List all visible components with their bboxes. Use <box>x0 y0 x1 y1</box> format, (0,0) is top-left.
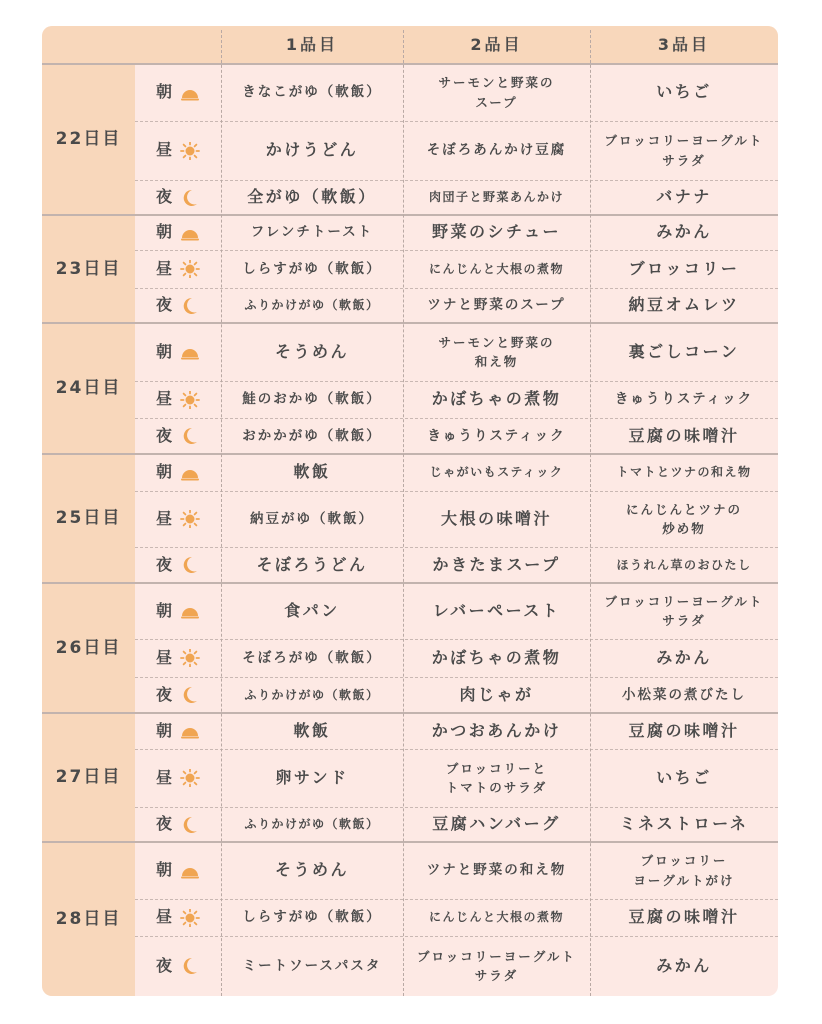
dish-cell: そうめん <box>274 860 349 880</box>
meal-label: 夜 <box>155 814 172 834</box>
dish-cell: かきたまスープ <box>432 554 561 574</box>
meal-label: 夜 <box>155 684 172 704</box>
sunrise-icon <box>180 862 200 880</box>
meal-label: 昼 <box>155 907 172 927</box>
dish-cell: トマトとツナの和え物 <box>616 465 752 480</box>
dish-cell: おかかがゆ（軟飯） <box>242 427 382 444</box>
dish-cell: 野菜のシチュー <box>431 222 562 242</box>
meal-label: 昼 <box>155 647 172 667</box>
sunrise-icon <box>180 343 200 361</box>
day-divider <box>42 712 778 714</box>
meal-time <box>135 381 221 418</box>
sunrise-icon <box>180 602 200 620</box>
dish-cell: そうめん <box>274 341 349 361</box>
dish-cell: 卵サンド <box>275 767 349 787</box>
meal-time <box>135 677 221 713</box>
dish-cell: かぼちゃの煮物 <box>431 647 562 667</box>
crescent-moon-icon <box>180 686 200 704</box>
dish-cell: にんじんとツナの 炒め物 <box>625 501 742 536</box>
dish-cell: サーモンと野菜の 和え物 <box>438 334 555 369</box>
day-divider <box>42 453 778 455</box>
meal-time <box>135 713 221 749</box>
meal-time <box>135 288 221 323</box>
dish-cell: そぼろがゆ（軟飯） <box>242 649 382 666</box>
crescent-moon-icon <box>180 957 200 975</box>
dish-cell: みかん <box>656 222 712 242</box>
day-label: 28日目 <box>42 842 135 996</box>
dish-cell: サーモンと野菜の スープ <box>438 75 555 110</box>
dish-cell: 肉じゃが <box>459 684 534 704</box>
sunrise-icon <box>180 224 200 242</box>
dish-cell: きなこがゆ（軟飯） <box>242 84 382 101</box>
column-header-3: 3品目 <box>590 26 778 64</box>
meal-time <box>135 547 221 583</box>
meal-label: 昼 <box>155 508 172 528</box>
dish-cell: ブロッコリーヨーグルト サラダ <box>604 133 764 168</box>
meal-time <box>135 215 221 250</box>
dish-cell: みかん <box>656 955 712 975</box>
dish-cell: 大根の味噌汁 <box>440 508 552 528</box>
dish-cell: かぼちゃの煮物 <box>431 389 562 409</box>
dish-cell: 裏ごしコーン <box>628 341 740 361</box>
sun-icon <box>180 142 200 160</box>
dish-cell: いちご <box>656 82 712 102</box>
meal-time <box>135 842 221 899</box>
meal-label: 昼 <box>155 389 172 409</box>
column-header-2: 2品目 <box>403 26 590 64</box>
crescent-moon-icon <box>180 556 200 574</box>
dish-cell: ふりかけがゆ（軟飯） <box>244 817 380 832</box>
dish-cell: 納豆がゆ（軟飯） <box>250 510 374 527</box>
dish-cell: いちご <box>656 767 712 787</box>
dish-cell: ふりかけがゆ（軟飯） <box>244 687 380 702</box>
dish-cell: ブロッコリーヨーグルト サラダ <box>604 593 764 628</box>
dish-cell: 豆腐の味噌汁 <box>628 907 740 927</box>
dish-cell: しらすがゆ（軟飯） <box>242 260 382 277</box>
dish-cell: ミネストローネ <box>619 814 749 834</box>
dish-cell: みかん <box>656 647 712 667</box>
dish-cell: しらすがゆ（軟飯） <box>242 909 382 926</box>
meal-label: 夜 <box>155 554 172 574</box>
sun-icon <box>180 391 200 409</box>
sun-icon <box>180 649 200 667</box>
dish-cell: ツナと野菜の和え物 <box>426 862 567 879</box>
dish-cell: かつおあんかけ <box>431 720 562 740</box>
dish-cell: 豆腐ハンバーグ <box>432 814 561 834</box>
meal-time <box>135 64 221 121</box>
meal-label: 夜 <box>155 955 172 975</box>
meal-label: 昼 <box>155 140 172 160</box>
dish-cell: にんじんと大根の煮物 <box>428 910 564 925</box>
dish-cell: そぼろあんかけ豆腐 <box>426 142 567 159</box>
day-divider <box>42 322 778 324</box>
meal-label: 朝 <box>155 462 172 482</box>
day-label: 22日目 <box>42 64 135 215</box>
dish-cell: レバーペースト <box>432 600 561 620</box>
dish-cell: ミートソースパスタ <box>242 957 382 974</box>
meal-time <box>135 454 221 491</box>
dish-cell: ブロッコリーと トマトのサラダ <box>445 760 548 795</box>
meal-label: 昼 <box>155 767 172 787</box>
meal-label: 朝 <box>155 600 172 620</box>
sun-icon <box>180 769 200 787</box>
sun-icon <box>180 909 200 927</box>
meal-time <box>135 418 221 454</box>
meal-label: 夜 <box>155 425 172 445</box>
meal-label: 朝 <box>155 341 172 361</box>
meal-plan-table <box>42 26 778 996</box>
header-blank <box>42 26 221 64</box>
dish-cell: ほうれん草のおひたし <box>616 557 752 572</box>
dish-cell: 軟飯 <box>293 462 331 482</box>
day-label: 25日目 <box>42 454 135 583</box>
day-label: 27日目 <box>42 713 135 842</box>
dish-cell: 食パン <box>284 600 340 620</box>
day-label: 26日目 <box>42 583 135 713</box>
meal-time <box>135 639 221 677</box>
dish-cell: ブロッコリーヨーグルト サラダ <box>417 948 576 983</box>
dish-cell: フレンチトースト <box>250 224 374 241</box>
dish-cell: そぼろうどん <box>256 554 368 574</box>
meal-time <box>135 749 221 807</box>
day-divider <box>42 841 778 843</box>
dish-cell: かけうどん <box>265 140 359 160</box>
meal-label: 朝 <box>155 720 172 740</box>
dish-cell: ブロッコリー ヨーグルトがけ <box>633 853 735 888</box>
dish-cell: じゃがいもスティック <box>429 465 564 480</box>
crescent-moon-icon <box>180 189 200 207</box>
meal-time <box>135 899 221 936</box>
column-header-1: 1品目 <box>221 26 403 64</box>
day-divider <box>42 214 778 216</box>
day-label: 23日目 <box>42 215 135 323</box>
dish-cell: 鮭のおかゆ（軟飯） <box>242 391 382 408</box>
dish-cell: ブロッコリー <box>628 258 740 278</box>
meal-label: 朝 <box>155 82 172 102</box>
meal-time <box>135 180 221 215</box>
meal-time <box>135 121 221 180</box>
meal-label: 朝 <box>155 860 172 880</box>
column-divider <box>221 30 222 996</box>
dish-cell: ふりかけがゆ（軟飯） <box>244 298 380 313</box>
sunrise-icon <box>180 464 200 482</box>
meal-time <box>135 250 221 288</box>
crescent-moon-icon <box>180 816 200 834</box>
meal-label: 朝 <box>155 222 172 242</box>
meal-label: 夜 <box>155 187 172 207</box>
dish-cell: きゅうりスティック <box>614 391 754 408</box>
dish-cell: 軟飯 <box>293 720 331 740</box>
column-divider <box>403 30 404 996</box>
sunrise-icon <box>180 722 200 740</box>
meal-time <box>135 936 221 996</box>
meal-time <box>135 807 221 842</box>
dish-cell: 豆腐の味噌汁 <box>628 425 740 445</box>
dish-cell: 納豆オムレツ <box>628 295 740 315</box>
meal-time <box>135 323 221 381</box>
day-divider <box>42 63 778 65</box>
meal-time <box>135 491 221 547</box>
dish-cell: 全がゆ（軟飯） <box>247 187 377 207</box>
dish-cell: 豆腐の味噌汁 <box>628 720 740 740</box>
sun-icon <box>180 260 200 278</box>
dish-cell: 肉団子と野菜あんかけ <box>428 190 564 205</box>
meal-label: 夜 <box>155 295 172 315</box>
crescent-moon-icon <box>180 427 200 445</box>
sun-icon <box>180 510 200 528</box>
meal-time <box>135 583 221 639</box>
column-divider <box>590 30 591 996</box>
sunrise-icon <box>180 84 200 102</box>
dish-cell: きゅうりスティック <box>427 427 566 444</box>
day-divider <box>42 582 778 584</box>
crescent-moon-icon <box>180 297 200 315</box>
dish-cell: 小松菜の煮びたし <box>622 686 746 703</box>
dish-cell: バナナ <box>656 187 712 207</box>
dish-cell: ツナと野菜のスープ <box>427 297 566 314</box>
dish-cell: にんじんと大根の煮物 <box>428 261 564 276</box>
day-label: 24日目 <box>42 323 135 454</box>
meal-label: 昼 <box>155 258 172 278</box>
